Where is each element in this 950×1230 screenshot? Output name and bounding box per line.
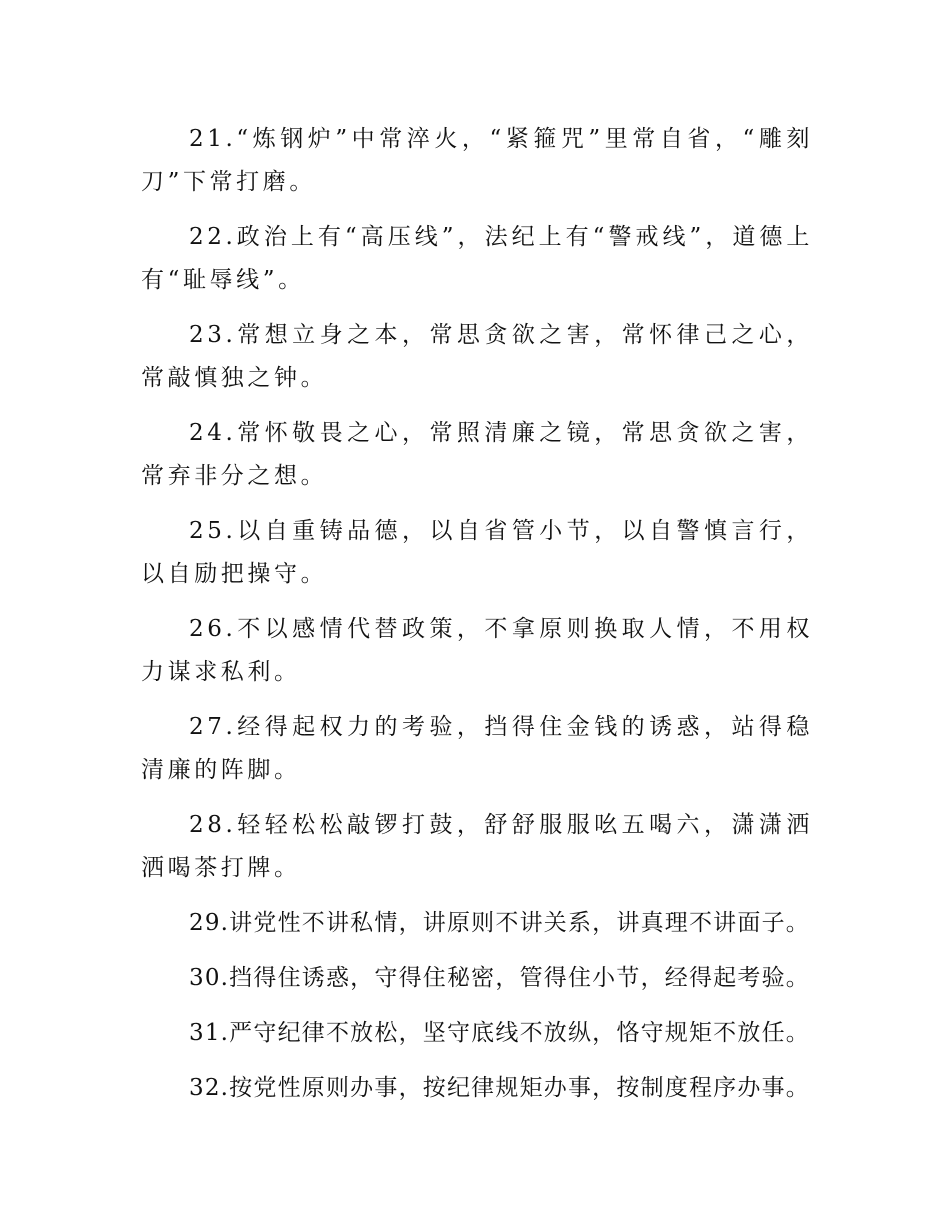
paragraph-28: 28.轻轻松松敲锣打鼓，舒舒服服吆五喝六，潇潇洒洒喝茶打牌。	[141, 812, 813, 881]
document-body	[141, 118, 813, 1122]
paragraph-27: 27.经得起权力的考验，挡得住金钱的诱惑，站得稳清廉的阵脚。	[141, 714, 813, 783]
paragraph-25: 25.以自重铸品德，以自省管小节，以自警慎言行，以自励把操守。	[141, 518, 813, 587]
paragraph-29: 29.讲党性不讲私情，讲原则不讲关系，讲真理不讲面子。	[189, 910, 810, 936]
paragraph-22: 22.政治上有“高压线”，法纪上有“警戒线”，道德上有“耻辱线”。	[141, 224, 813, 293]
paragraph-23: 23.常想立身之本，常思贪欲之害，常怀律己之心，常敲慎独之钟。	[141, 322, 813, 391]
paragraph-21: 21.“炼钢炉”中常淬火，“紧箍咒”里常自省，“雕刻刀”下常打磨。	[141, 126, 813, 195]
paragraph-24: 24.常怀敬畏之心，常照清廉之镜，常思贪欲之害，常弃非分之想。	[141, 420, 813, 489]
paragraph-31: 31.严守纪律不放松，坚守底线不放纵，恪守规矩不放任。	[189, 1020, 810, 1046]
paragraph-26: 26.不以感情代替政策，不拿原则换取人情，不用权力谋求私利。	[141, 616, 813, 685]
paragraph-30: 30.挡得住诱惑，守得住秘密，管得住小节，经得起考验。	[189, 965, 810, 991]
paragraph-32: 32.按党性原则办事，按纪律规矩办事，按制度程序办事。	[189, 1075, 810, 1101]
